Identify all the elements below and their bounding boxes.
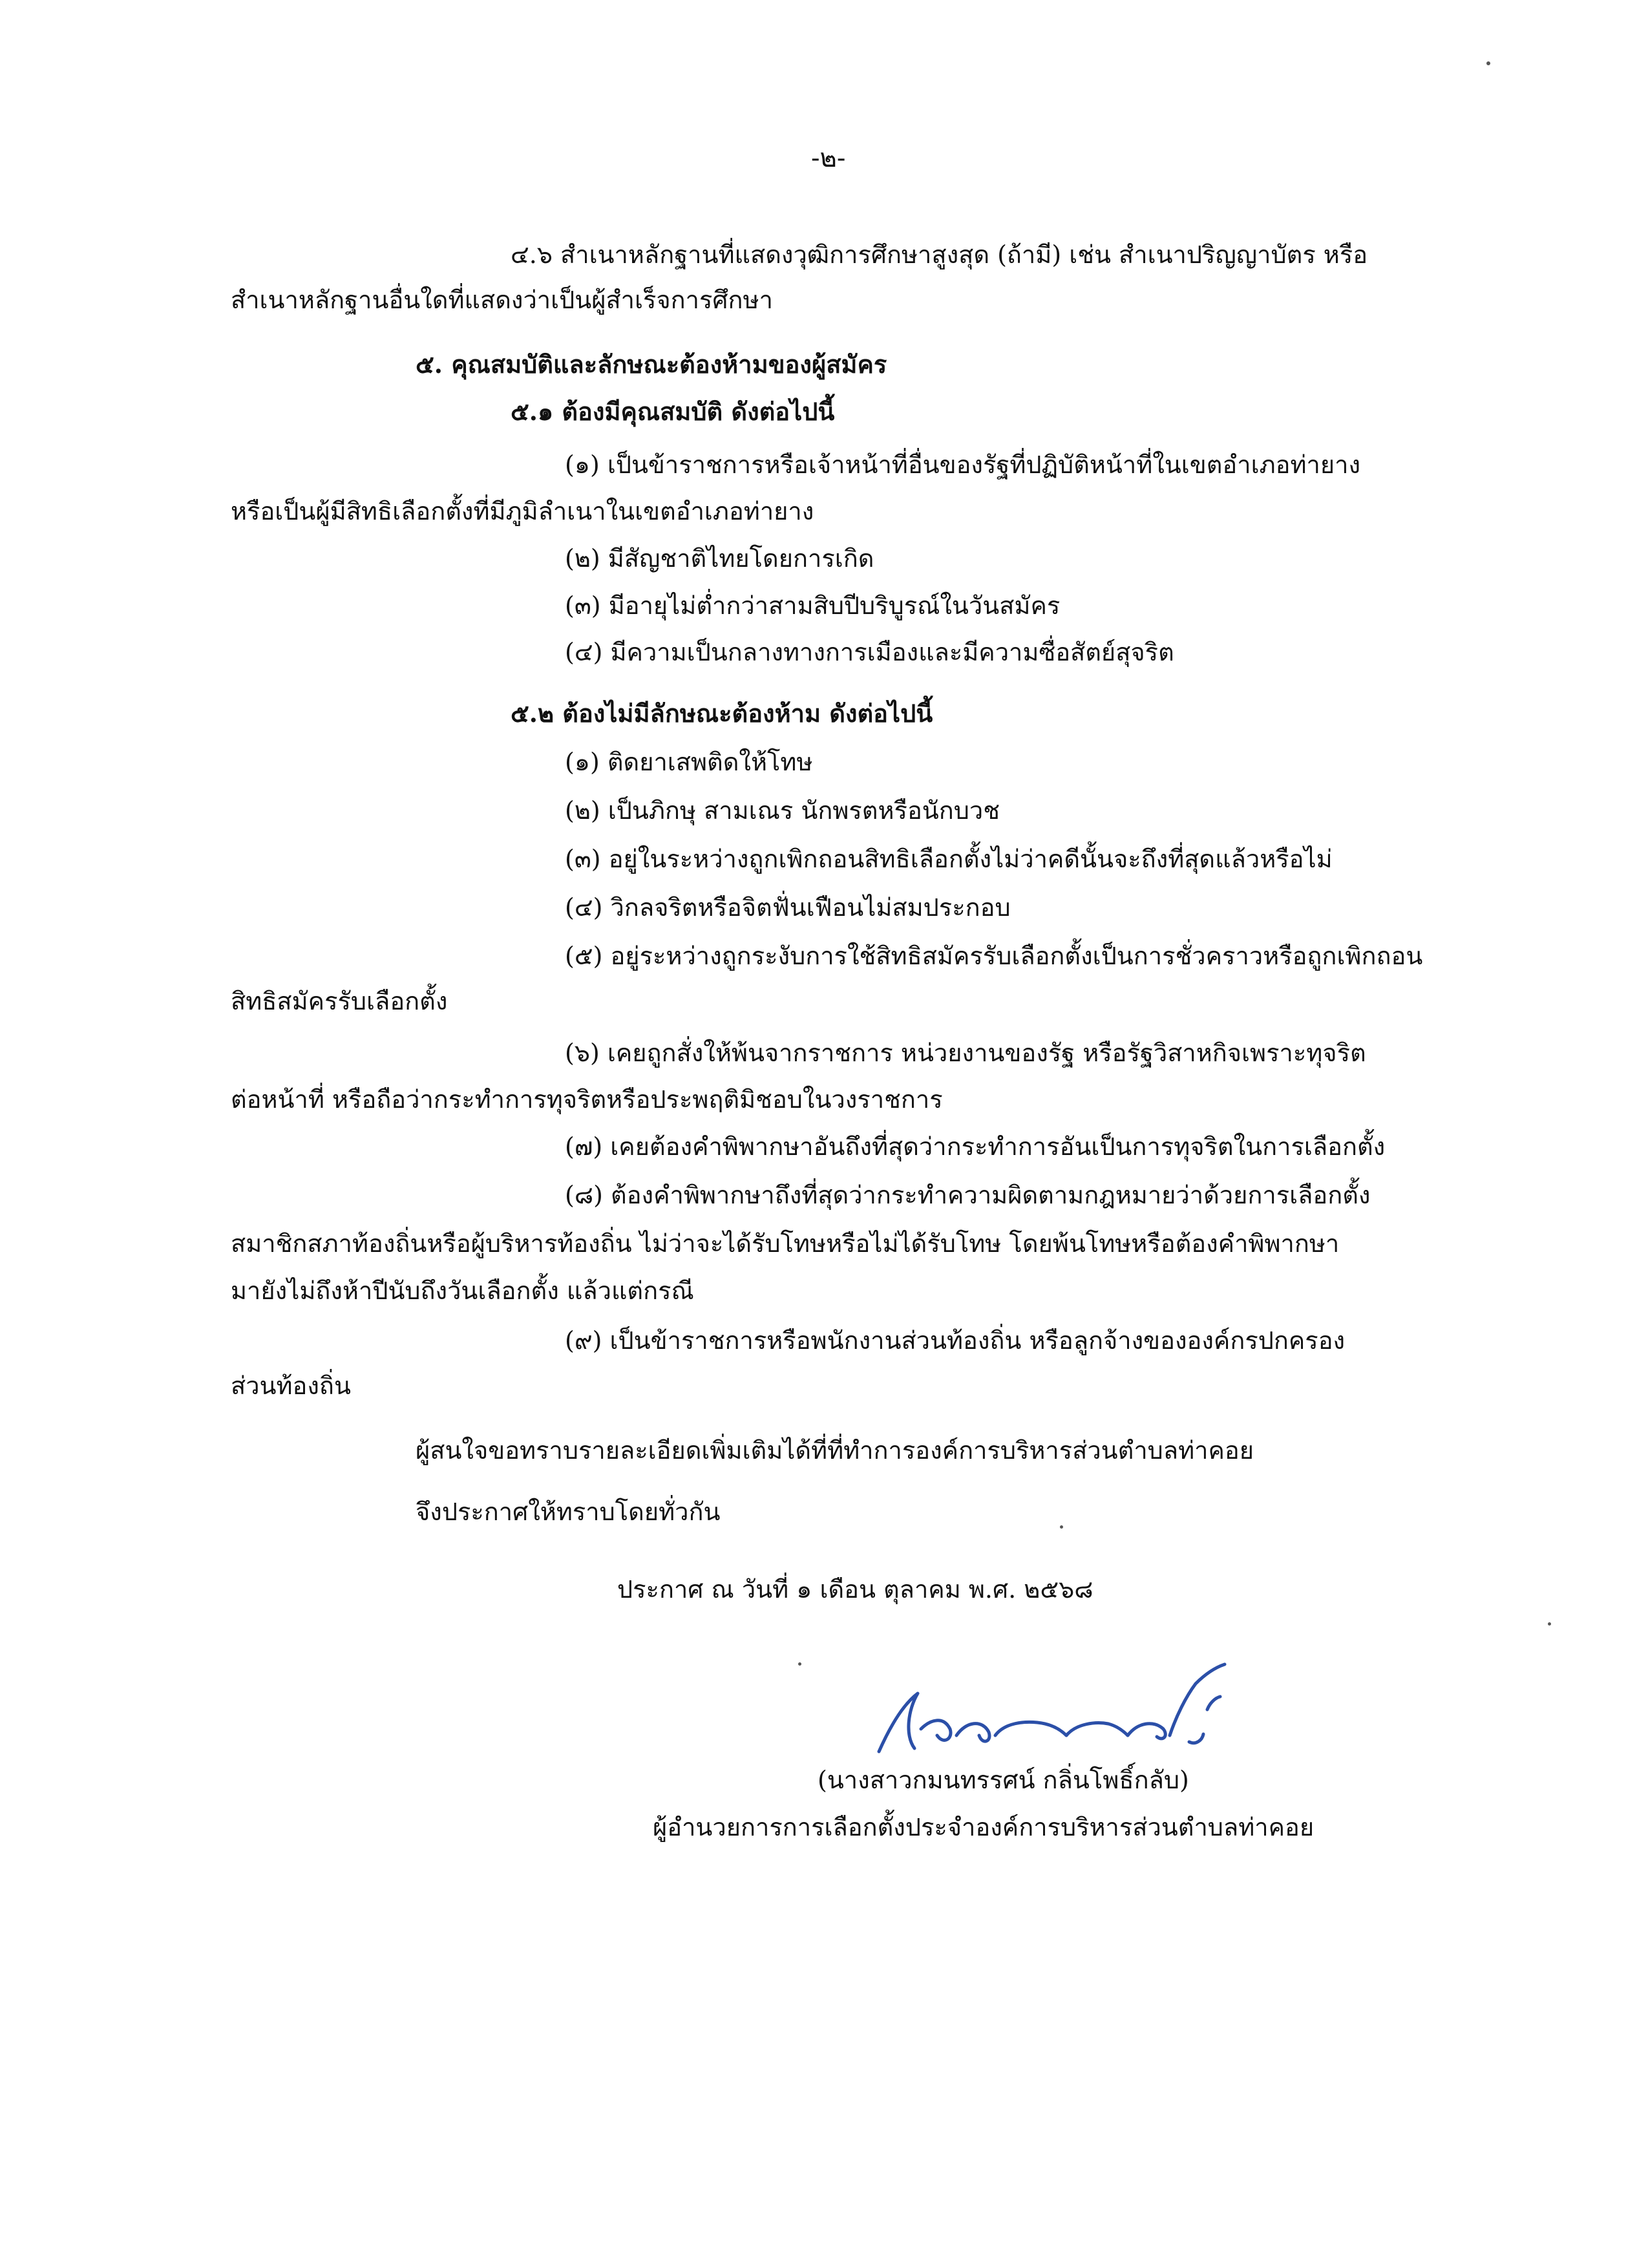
prohib-6-line2: ต่อหน้าที่ หรือถือว่ากระทำการทุจริตหรือประพฤติมิชอบในวงราชการ — [231, 1085, 943, 1114]
qual-1-line2: หรือเป็นผู้มีสิทธิเลือกตั้งที่มีภูมิลำเนาในเขตอำเภอท่ายาง — [231, 497, 814, 525]
prohib-8-line1: (๘) ต้องคำพิพากษาถึงที่สุดว่ากระทำความผิดตามกฎหมายว่าด้วยการเลือกตั้ง — [565, 1181, 1371, 1209]
page-number: -๒- — [811, 143, 846, 173]
prohib-4: (๔) วิกลจริตหรือจิตฟั่นเฟือนไม่สมประกอบ — [565, 893, 1011, 922]
section-5-heading: ๕. คุณสมบัติและลักษณะต้องห้ามของผู้สมัคร — [416, 350, 887, 379]
prohib-2: (๒) เป็นภิกษุ สามเณร นักพรตหรือนักบวช — [565, 796, 1000, 825]
section-5-2-heading: ๕.๒ ต้องไม่มีลักษณะต้องห้าม ดังต่อไปนี้ — [511, 699, 933, 728]
qual-3: (๓) มีอายุไม่ต่ำกว่าสามสิบปีบริบูรณ์ในวันสมัคร — [565, 591, 1061, 620]
qual-1-line1: (๑) เป็นข้าราชการหรือเจ้าหน้าที่อื่นของรัฐที่ปฏิบัติหน้าที่ในเขตอำเภอท่ายาง — [565, 450, 1360, 479]
prohib-5-line2: สิทธิสมัครรับเลือกตั้ง — [231, 987, 448, 1015]
closing-announce: จึงประกาศให้ทราบโดยทั่วกัน — [416, 1498, 721, 1526]
scan-speck — [1060, 1525, 1063, 1529]
prohib-6-line1: (๖) เคยถูกสั่งให้พ้นจากราชการ หน่วยงานของรัฐ หรือรัฐวิสาหกิจเพราะทุจริต — [565, 1039, 1366, 1067]
scan-speck — [1486, 61, 1490, 65]
closing-info: ผู้สนใจขอทราบรายละเอียดเพิ่มเติมได้ที่ที่ทำการองค์การบริหารส่วนตำบลท่าคอย — [416, 1436, 1254, 1465]
scan-speck — [1548, 1622, 1551, 1626]
signature-image — [853, 1638, 1267, 1768]
prohib-8-line2: สมาชิกสภาท้องถิ่นหรือผู้บริหารท้องถิ่น ไม่ว่าจะได้รับโทษหรือไม่ได้รับโทษ โดยพ้นโทษหรือต้องคำพิพากษา — [231, 1229, 1340, 1258]
qual-2: (๒) มีสัญชาติไทยโดยการเกิด — [565, 544, 874, 573]
prohib-8-line3: มายังไม่ถึงห้าปีนับถึงวันเลือกตั้ง แล้วแต่กรณี — [231, 1277, 694, 1305]
item-4-6-line1: ๔.๖ สำเนาหลักฐานที่แสดงวุฒิการศึกษาสูงสุด (ถ้ามี) เช่น สำเนาปริญญาบัตร หรือ — [511, 240, 1368, 269]
prohib-1: (๑) ติดยาเสพติดให้โทษ — [565, 748, 813, 776]
prohib-5-line1: (๕) อยู่ระหว่างถูกระงับการใช้สิทธิสมัครรับเลือกตั้งเป็นการชั่วคราวหรือถูกเพิกถอน — [565, 942, 1423, 970]
signatory-position: ผู้อำนวยการการเลือกตั้งประจำองค์การบริหารส่วนตำบลท่าคอย — [653, 1813, 1315, 1841]
section-5-1-heading: ๕.๑ ต้องมีคุณสมบัติ ดังต่อไปนี้ — [511, 397, 835, 426]
announcement-date: ประกาศ ณ วันที่ ๑ เดือน ตุลาคม พ.ศ. ๒๕๖๘ — [617, 1575, 1093, 1604]
prohib-9-line1: (๙) เป็นข้าราชการหรือพนักงานส่วนท้องถิ่น หรือลูกจ้างขององค์กรปกครอง — [565, 1326, 1346, 1355]
signatory-name: (นางสาวกมนทรรศน์ กลิ่นโพธิ์กลับ) — [818, 1766, 1189, 1794]
prohib-9-line2: ส่วนท้องถิ่น — [231, 1372, 351, 1400]
prohib-7: (๗) เคยต้องคำพิพากษาอันถึงที่สุดว่ากระทำการอันเป็นการทุจริตในการเลือกตั้ง — [565, 1132, 1386, 1161]
scan-speck — [798, 1662, 801, 1666]
prohib-3: (๓) อยู่ในระหว่างถูกเพิกถอนสิทธิเลือกตั้งไม่ว่าคดีนั้นจะถึงที่สุดแล้วหรือไม่ — [565, 845, 1333, 873]
qual-4: (๔) มีความเป็นกลางทางการเมืองและมีความซื่อสัตย์สุจริต — [565, 638, 1174, 666]
item-4-6-line2: สำเนาหลักฐานอื่นใดที่แสดงว่าเป็นผู้สำเร็จการศึกษา — [231, 286, 773, 314]
